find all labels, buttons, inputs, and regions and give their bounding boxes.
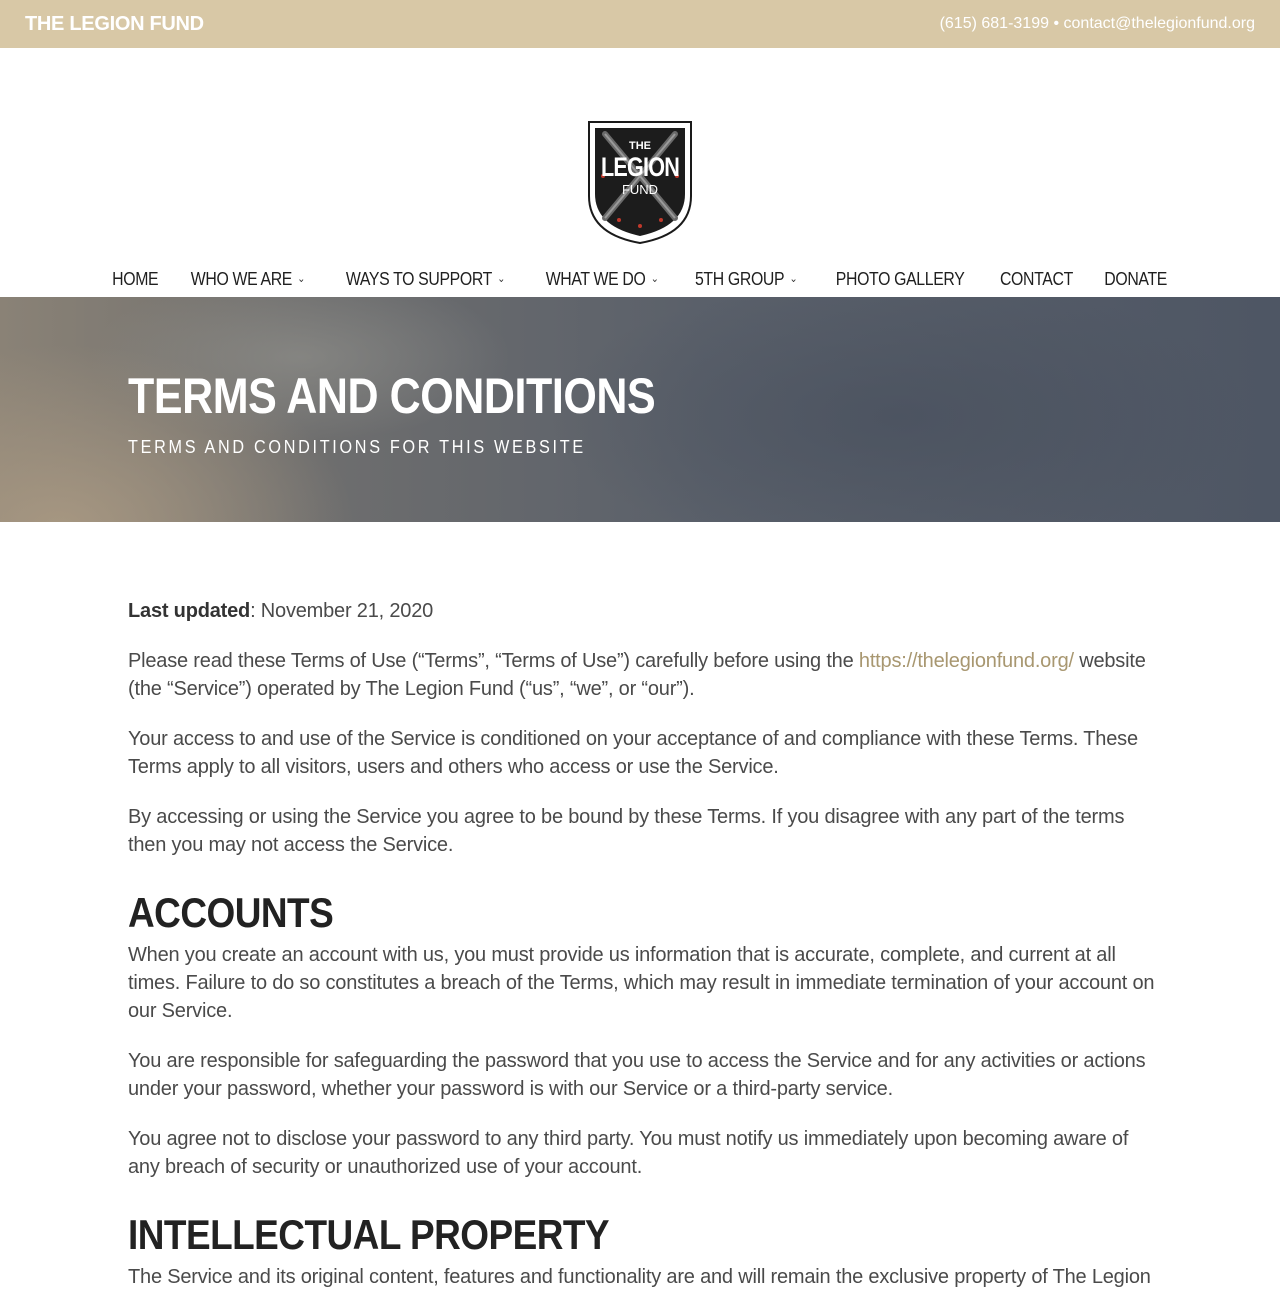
chevron-down-icon: ⌄: [789, 273, 798, 285]
accounts-paragraph-2: You are responsible for safeguarding the password that you use to access the Service and for any activities or actions under your password, whether your password is with our Service or a third-party service.: [128, 1050, 1146, 1100]
site-logo[interactable]: [587, 118, 693, 246]
nav-item-who-we-are[interactable]: [191, 269, 305, 290]
nav-item-what-we-do[interactable]: [546, 269, 659, 290]
intro-paragraph-3: By accessing or using the Service you agree to be bound by these Terms. If you disagree with any part of the terms then you may not access the Service.: [128, 806, 1125, 856]
ip-heading: INTELLECTUAL PROPERTY: [128, 1211, 610, 1258]
nav-item-label: HOME: [112, 269, 159, 289]
hero-banner: [0, 297, 1280, 522]
accounts-heading: ACCOUNTS: [128, 889, 334, 936]
nav-item-label: WHAT WE DO: [545, 269, 646, 289]
terms-content: [128, 597, 1158, 1313]
nav-item-label: WHO WE ARE: [191, 269, 293, 289]
contact-separator: •: [1053, 15, 1060, 32]
chevron-down-icon: ⌄: [650, 273, 659, 285]
page-title: TERMS AND CONDITIONS: [128, 368, 656, 424]
accounts-paragraph-1: When you create an account with us, you must provide us information that is accurate, complete, and current at all times. Failure to do so constitutes a breach of the Terms, which may result in immediate termination of your account on our Service.: [128, 944, 1155, 1022]
contact-info: [940, 15, 1255, 33]
intro-paragraph-1: [128, 647, 1158, 703]
logo-text-legion: LEGION: [600, 152, 679, 182]
nav-item-photo-gallery[interactable]: [835, 269, 964, 290]
nav-item-label: WAYS TO SUPPORT: [346, 269, 493, 289]
page-subtitle: TERMS AND CONDITIONS FOR THIS WEBSITE: [128, 437, 586, 457]
nav-item-label: DONATE: [1103, 269, 1167, 289]
phone-link[interactable]: (615) 681-3199: [939, 15, 1049, 32]
nav-item-donate[interactable]: [1104, 269, 1167, 290]
nav-item-label: PHOTO GALLERY: [835, 269, 965, 289]
brand-link[interactable]: THE LEGION FUND: [25, 12, 204, 35]
nav-item-home[interactable]: [112, 269, 158, 290]
last-updated-value: : November 21, 2020: [250, 600, 434, 622]
nav-item-label: 5TH GROUP: [695, 269, 785, 289]
accounts-paragraph-3: You agree not to disclose your password to any third party. You must notify us immediately upon becoming aware of any breach of security or unauthorized use of your account.: [128, 1128, 1129, 1178]
intro-text-before: Please read these Terms of Use (“Terms”, “Terms of Use”) carefully before using the: [128, 650, 859, 672]
logo-text-the: THE: [629, 140, 651, 152]
chevron-down-icon: ⌄: [497, 273, 506, 285]
last-updated-label: Last updated: [128, 600, 251, 622]
nav-item-label: CONTACT: [999, 269, 1073, 289]
last-updated: [128, 597, 1158, 625]
site-header: [0, 48, 1280, 297]
logo-text-fund: FUND: [621, 182, 659, 197]
intro-paragraph-2: Your access to and use of the Service is conditioned on your acceptance of and compliance with these Terms. These Terms apply to all visitors, users and others who access or use the Service.: [128, 728, 1138, 778]
nav-item-ways-to-support[interactable]: [346, 269, 505, 290]
nav-item-contact[interactable]: [1000, 269, 1073, 290]
main-nav: [0, 269, 1280, 290]
website-link[interactable]: https://thelegionfund.org/: [858, 650, 1074, 672]
chevron-down-icon: ⌄: [297, 273, 306, 285]
email-link[interactable]: contact@thelegionfund.org: [1063, 15, 1255, 32]
logo-text: [587, 140, 693, 198]
nav-item-5th-group[interactable]: [695, 269, 797, 290]
top-bar: [0, 0, 1280, 48]
intro-text-after: website (the “Service”) operated by The Legion Fund (“us”, “we”, or “our”).: [128, 650, 1146, 700]
ip-paragraph-1: The Service and its original content, features and functionality are and will remain the exclusive property of The Legion: [128, 1266, 1151, 1288]
